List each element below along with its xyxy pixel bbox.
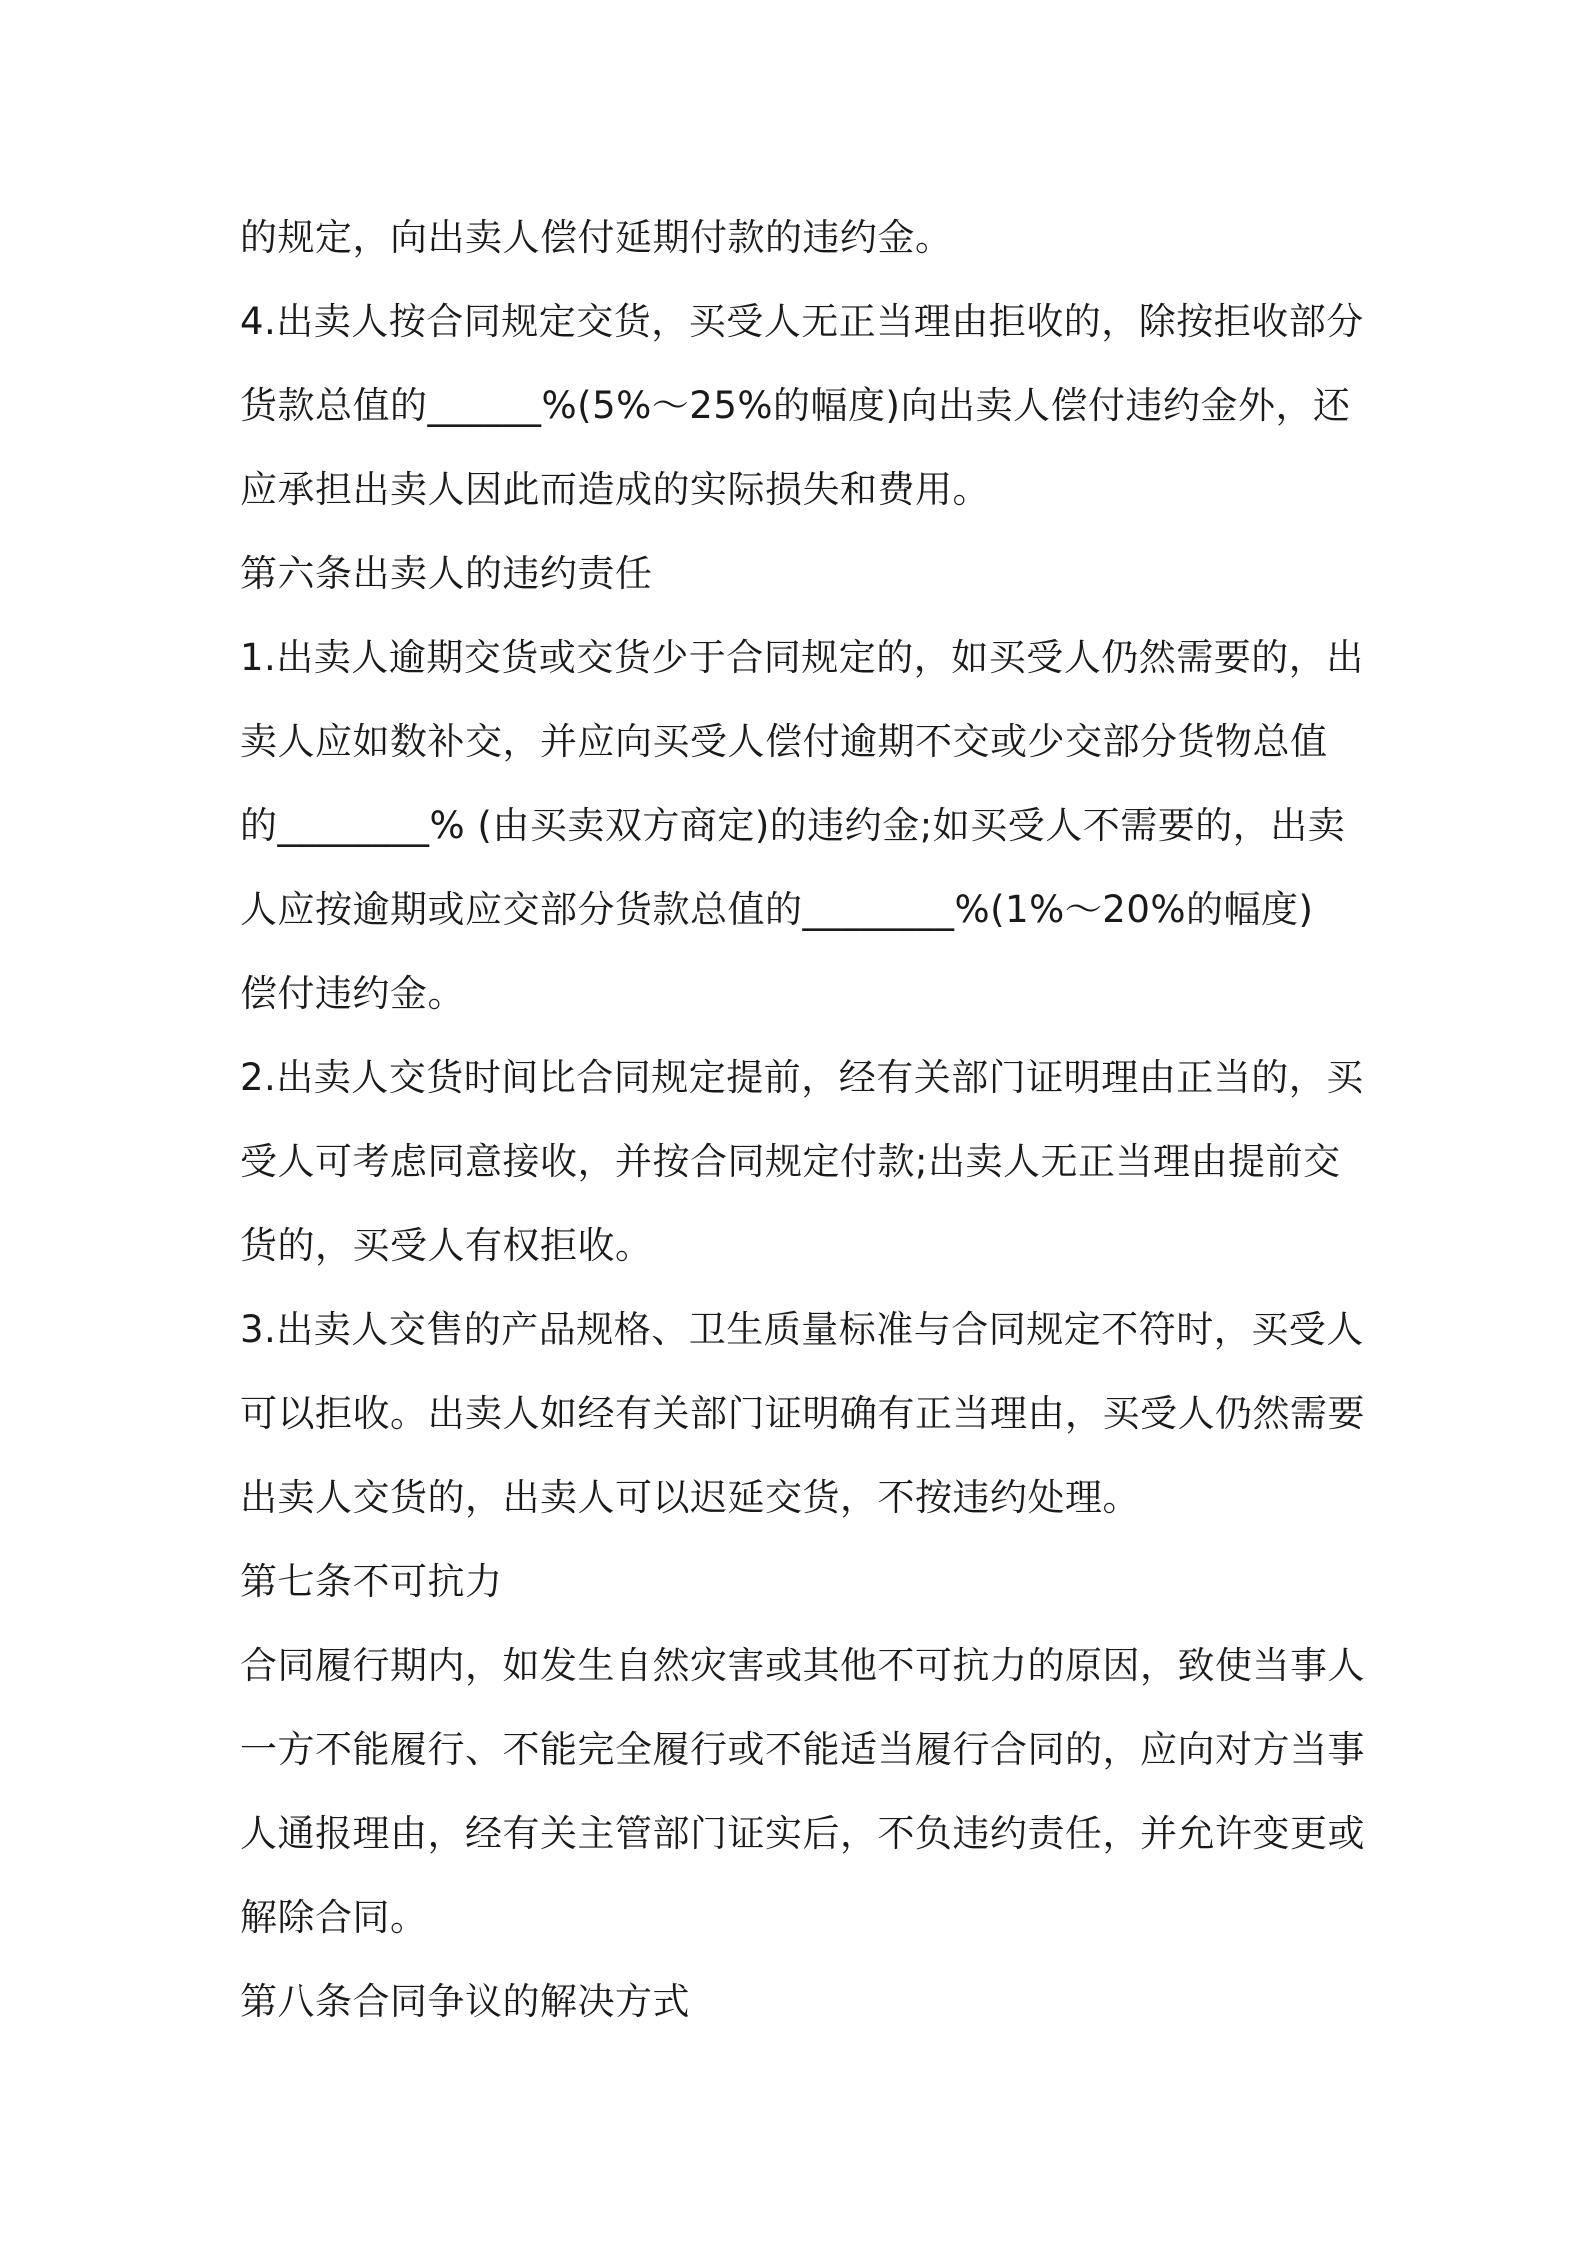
text-line-clause6-1: 人应按逾期或应交部分货款总值的________%(1%～20%的幅度) bbox=[240, 888, 1314, 931]
text-line-clause6-1: 偿付违约金。 bbox=[240, 972, 465, 1015]
text-line-article-7: 人通报理由，经有关主管部门证实后，不负违约责任，并允许变更或 bbox=[240, 1812, 1365, 1855]
text-line-article-7: 解除合同。 bbox=[240, 1896, 428, 1939]
text-line-clause5-4: 应承担出卖人因此而造成的实际损失和费用。 bbox=[240, 468, 990, 511]
text-line-clause6-1: 卖人应如数补交，并应向买受人偿付逾期不交或少交部分货物总值 bbox=[240, 720, 1328, 763]
text-line-clause6-1: 1.出卖人逾期交货或交货少于合同规定的，如买受人仍然需要的，出 bbox=[240, 636, 1364, 679]
text-line-clause6-2: 2.出卖人交货时间比合同规定提前，经有关部门证明理由正当的，买 bbox=[240, 1056, 1364, 1099]
text-line-clause6-3: 出卖人交货的，出卖人可以迟延交货，不按违约处理。 bbox=[240, 1476, 1140, 1519]
section-heading-article-8: 第八条合同争议的解决方式 bbox=[240, 1980, 690, 2023]
section-heading-article-6: 第六条出卖人的违约责任 bbox=[240, 552, 653, 595]
document-body bbox=[240, 196, 1365, 2044]
text-line-clause6-2: 受人可考虑同意接收，并按合同规定付款;出卖人无正当理由提前交 bbox=[240, 1140, 1341, 1183]
section-heading-article-7: 第七条不可抗力 bbox=[240, 1560, 503, 1603]
text-line-clause5-3-end: 的规定，向出卖人偿付延期付款的违约金。 bbox=[240, 216, 953, 259]
text-line-clause6-2: 货的，买受人有权拒收。 bbox=[240, 1224, 653, 1267]
text-line-clause5-4: 货款总值的______%(5%～25%的幅度)向出卖人偿付违约金外，还 bbox=[240, 384, 1351, 427]
text-line-clause6-3: 可以拒收。出卖人如经有关部门证明确有正当理由，买受人仍然需要 bbox=[240, 1392, 1365, 1435]
text-line-clause6-3: 3.出卖人交售的产品规格、卫生质量标准与合同规定不符时，买受人 bbox=[240, 1308, 1364, 1351]
text-line-article-7: 一方不能履行、不能完全履行或不能适当履行合同的，应向对方当事 bbox=[240, 1728, 1365, 1771]
text-line-clause6-1: 的________% (由买卖双方商定)的违约金;如买受人不需要的，出卖 bbox=[240, 804, 1346, 847]
text-line-article-7: 合同履行期内，如发生自然灾害或其他不可抗力的原因，致使当事人 bbox=[240, 1644, 1365, 1687]
text-line-clause5-4: 4.出卖人按合同规定交货，买受人无正当理由拒收的，除按拒收部分 bbox=[240, 300, 1364, 343]
